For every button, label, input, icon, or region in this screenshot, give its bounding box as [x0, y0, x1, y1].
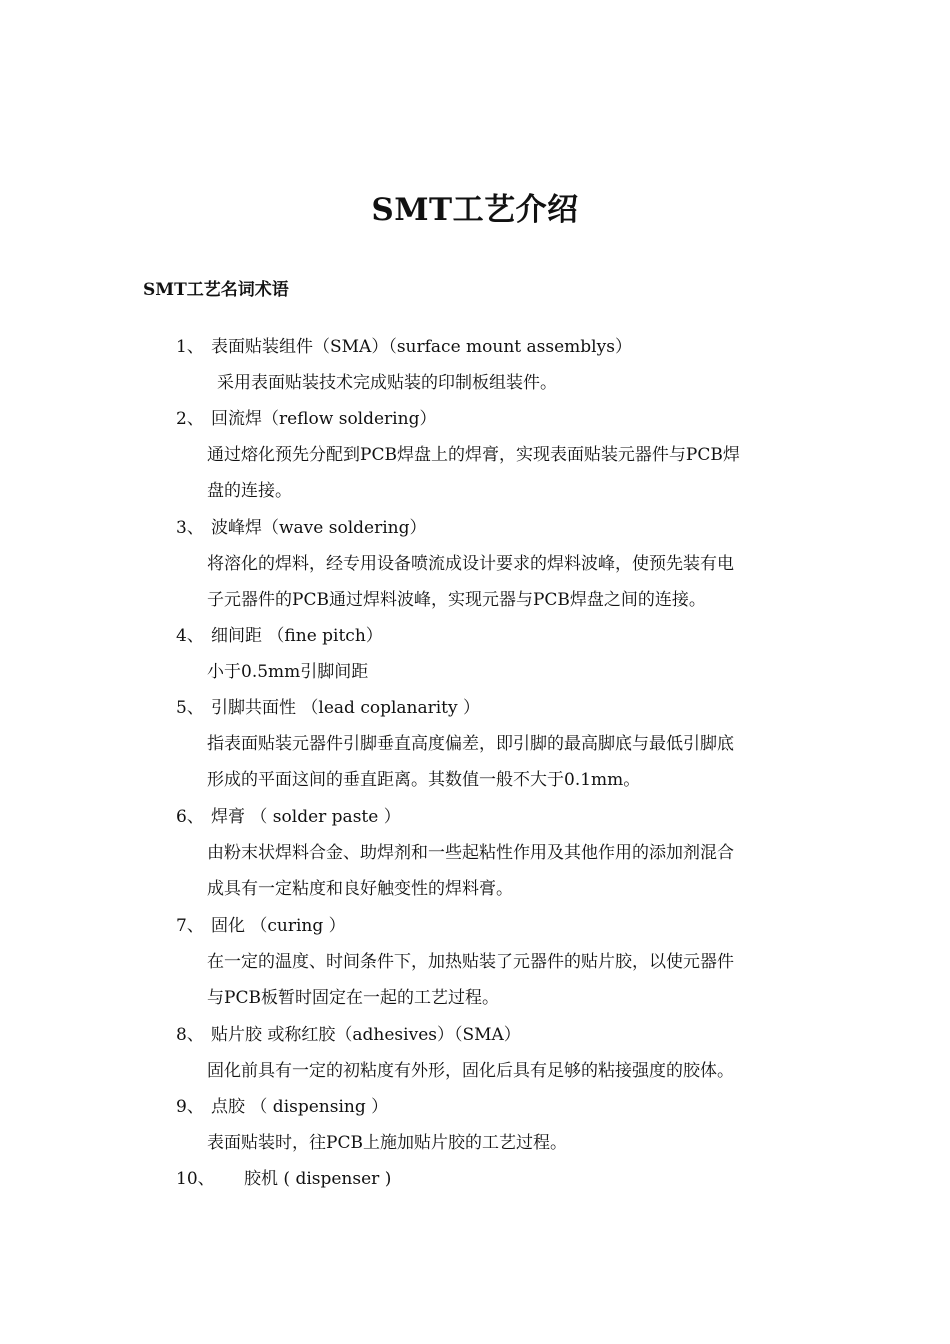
item-number: 7、	[176, 916, 204, 936]
item-number: 1、	[176, 337, 204, 357]
item-number: 4、	[176, 626, 204, 646]
item-definition: 子元器件的PCB通过焊料波峰，实现元器与PCB焊盘之间的连接。	[207, 590, 706, 610]
item-number: 6、	[176, 807, 204, 827]
item-definition: 成具有一定粘度和良好触变性的焊料膏。	[207, 879, 513, 899]
item-definition: 在一定的温度、时间条件下，加热贴装了元器件的贴片胶，以使元器件	[207, 952, 734, 972]
item-definition: 由粉末状焊料合金、助焊剂和一些起粘性作用及其他作用的添加剂混合	[207, 843, 734, 863]
item-term: 胶机 ( dispenser )	[244, 1169, 392, 1189]
item-definition: 固化前具有一定的初粘度有外形，固化后具有足够的粘接强度的胶体。	[207, 1061, 734, 1081]
item-term: 焊膏 （ solder paste ）	[211, 807, 401, 827]
item-term: 波峰焊（wave soldering）	[211, 518, 427, 538]
item-number: 5、	[176, 698, 204, 718]
item-definition: 采用表面贴装技术完成贴装的印制板组装件。	[217, 373, 557, 393]
item-definition: 形成的平面这间的垂直距离。其数值一般不大于0.1mm。	[207, 770, 641, 790]
item-number: 2、	[176, 409, 204, 429]
item-definition: 表面贴装时，往PCB上施加贴片胶的工艺过程。	[207, 1133, 567, 1153]
item-term: 点胶 （ dispensing ）	[211, 1097, 389, 1117]
item-definition: 指表面贴装元器件引脚垂直高度偏差，即引脚的最高脚底与最低引脚底	[207, 734, 734, 754]
item-definition: 将溶化的焊料，经专用设备喷流成设计要求的焊料波峰，使预先装有电	[207, 554, 734, 574]
item-number: 10、	[176, 1169, 215, 1189]
item-definition: 小于0.5mm引脚间距	[207, 662, 369, 682]
section-heading: SMT工艺名词术语	[143, 280, 289, 300]
page-title: SMT工艺介绍	[371, 192, 579, 228]
item-definition: 通过熔化预先分配到PCB焊盘上的焊膏，实现表面贴装元器件与PCB焊	[207, 445, 740, 465]
item-term: 固化 （curing ）	[211, 916, 346, 936]
item-term: 贴片胶 或称红胶（adhesives）（SMA）	[211, 1025, 521, 1045]
item-term: 细间距 （fine pitch）	[211, 626, 383, 646]
item-term: 引脚共面性 （lead coplanarity ）	[211, 698, 481, 718]
item-definition: 盘的连接。	[207, 481, 292, 501]
item-term: 回流焊（reflow soldering）	[211, 409, 437, 429]
item-number: 8、	[176, 1025, 204, 1045]
item-definition: 与PCB板暂时固定在一起的工艺过程。	[207, 988, 499, 1008]
item-number: 3、	[176, 518, 204, 538]
item-number: 9、	[176, 1097, 204, 1117]
item-term: 表面贴装组件（SMA）（surface mount assemblys）	[211, 337, 632, 357]
